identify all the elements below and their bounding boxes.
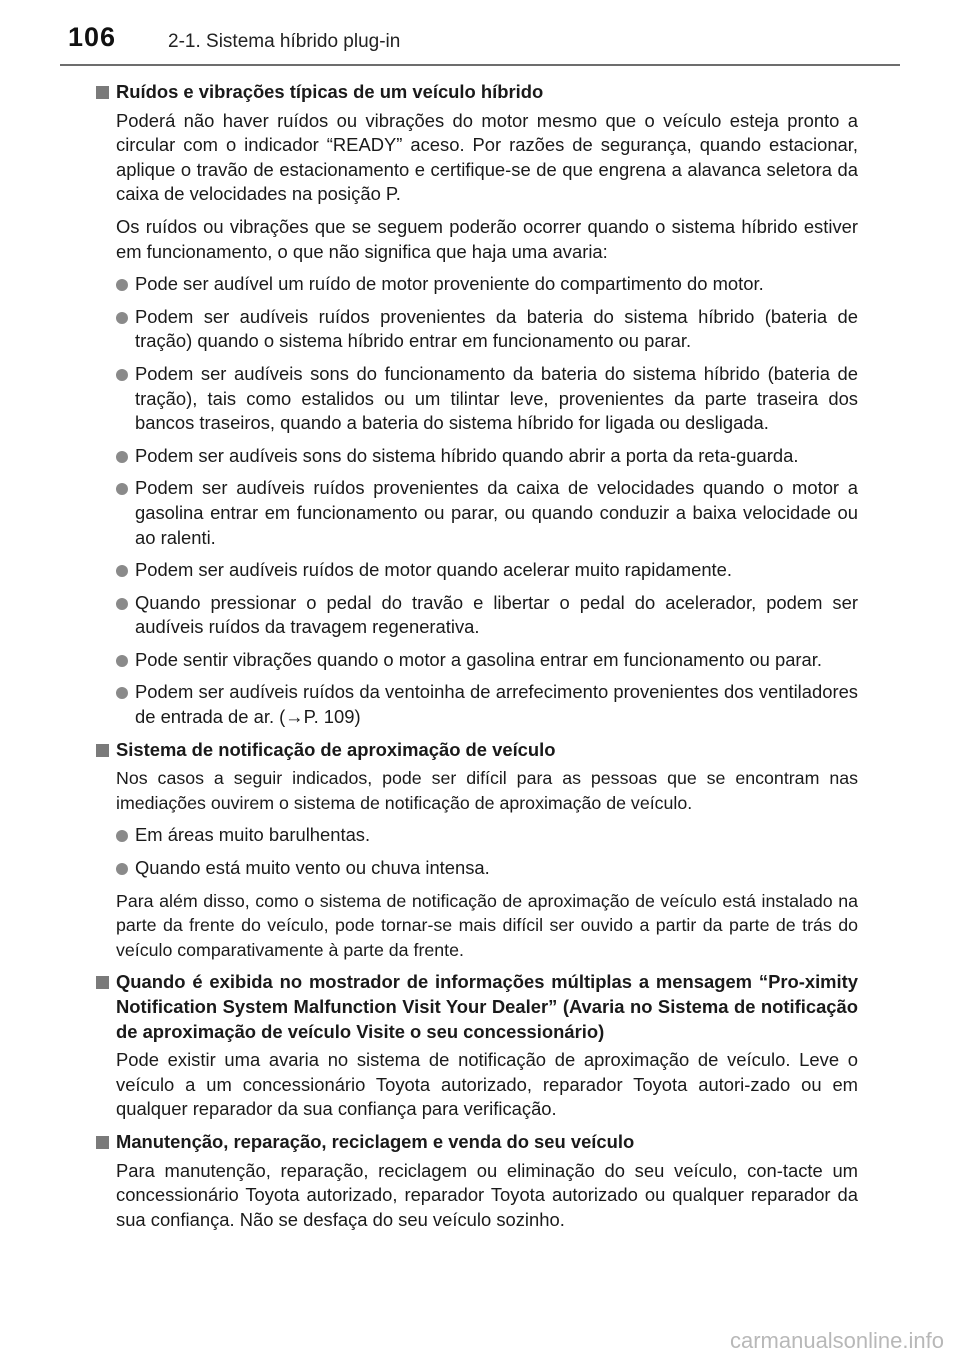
section-noises [96, 80, 858, 730]
paragraph: Pode existir uma avaria no sistema de notificação de aproximação de veículo. Leve o veículo a um concessionário Toyota autorizado, reparador Toyota autori-zado ou em qualquer reparador da sua confiança para verificação. [116, 1049, 858, 1120]
list-item: Em áreas muito barulhentas. [96, 823, 858, 848]
section-heading [96, 738, 858, 763]
square-bullet-icon [96, 1136, 109, 1149]
heading-text: Ruídos e vibrações típicas de um veículo híbrido [116, 81, 544, 102]
paragraph: Os ruídos ou vibrações que se seguem poderão ocorrer quando o sistema híbrido estiver em funcionamento, o que não significa que haja uma avaria: [116, 215, 858, 262]
heading-text: Quando é exibida no mostrador de informações múltiplas a mensagem “Pro-ximity Notification System Malfunction Visit Your Dealer” (Avaria no Sistema de notificação de aproximação de veículo Visite o seu concessionário) [116, 971, 858, 1042]
watermark: carmanualsonline.info [729, 1328, 944, 1353]
list-item: Podem ser audíveis sons do funcionamento da bateria do sistema híbrido (bateria de tração), tais como estalidos ou um tilintar leve, provenientes da parte traseira dos bancos traseiros, quando a bateria do sistema híbrido for ligada ou desligada. [96, 362, 858, 436]
paragraph: Para manutenção, reparação, reciclagem ou eliminação do seu veículo, con-tacte um concessionário Toyota autorizado, reparador Toyota autorizado ou qualquer reparador da sua confiança. Não se desfaça do seu veículo sozinho. [116, 1159, 858, 1230]
list-item: Pode ser audível um ruído de motor proveniente do compartimento do motor. [96, 272, 858, 297]
round-bullet-icon [116, 279, 128, 291]
section-malfunction-message [96, 970, 858, 1122]
section-heading [96, 80, 858, 105]
section-title: 2-1. Sistema híbrido plug-in [168, 31, 401, 52]
list-item: Podem ser audíveis ruídos de motor quando acelerar muito rapidamente. [96, 558, 858, 583]
round-bullet-icon [116, 863, 128, 875]
list-item: Podem ser audíveis ruídos provenientes da bateria do sistema híbrido (bateria de tração) quando o sistema híbrido entrar em funcionamento ou parar. [96, 305, 858, 354]
list-item: Podem ser audíveis sons do sistema híbrido quando abrir a porta da reta-guarda. [96, 444, 858, 469]
heading-text: Sistema de notificação de aproximação de veículo [116, 738, 556, 760]
section-approach-notification [96, 738, 858, 963]
round-bullet-icon [116, 830, 128, 842]
section-heading [96, 1130, 858, 1155]
paragraph: Para além disso, como o sistema de notificação de aproximação de veículo está instalado na parte da frente do veículo, pode tornar-se mais difícil ser ouvido a partir da parte de trás do veículo comparativamente à parte da frente. [116, 890, 858, 960]
list-item: Quando está muito vento ou chuva intensa. [96, 856, 858, 881]
round-bullet-icon [116, 598, 128, 610]
round-bullet-icon [116, 565, 128, 577]
list-item: Podem ser audíveis ruídos da ventoinha de arrefecimento provenientes dos ventiladores de entrada de ar. (→P. 109) [96, 680, 858, 729]
round-bullet-icon [116, 369, 128, 381]
square-bullet-icon [96, 86, 109, 99]
page-number: 106 [68, 22, 117, 52]
round-bullet-icon [116, 687, 128, 699]
list-item: Podem ser audíveis ruídos provenientes da caixa de velocidades quando o motor a gasolina entrar em funcionamento ou parar, ou quando conduzir a baixa velocidade ou ao ralenti. [96, 476, 858, 550]
header-rule [60, 64, 900, 66]
section-maintenance [96, 1130, 858, 1232]
round-bullet-icon [116, 312, 128, 324]
list-item: Quando pressionar o pedal do travão e libertar o pedal do acelerador, podem ser audíveis ruídos da travagem regenerativa. [96, 591, 858, 640]
round-bullet-icon [116, 451, 128, 463]
round-bullet-icon [116, 483, 128, 495]
paragraph: Poderá não haver ruídos ou vibrações do motor mesmo que o veículo esteja pronto a circular com o indicador “READY” aceso. Por razões de segurança, quando estacionar, aplique o travão de estacionamento e certifique-se de que engrena a alavanca seletora da caixa de velocidades na posição P. [116, 109, 858, 205]
page-content [96, 80, 858, 1240]
section-heading [96, 970, 858, 1044]
heading-text: Manutenção, reparação, reciclagem e venda do seu veículo [116, 1130, 635, 1152]
paragraph: Nos casos a seguir indicados, pode ser difícil para as pessoas que se encontram nas imediações ouvirem o sistema de notificação de aproximação de veículo. [116, 768, 858, 813]
list-item: Pode sentir vibrações quando o motor a gasolina entrar em funcionamento ou parar. [96, 648, 858, 673]
round-bullet-icon [116, 655, 128, 667]
square-bullet-icon [96, 744, 109, 757]
square-bullet-icon [96, 976, 109, 989]
page-header [60, 22, 900, 58]
